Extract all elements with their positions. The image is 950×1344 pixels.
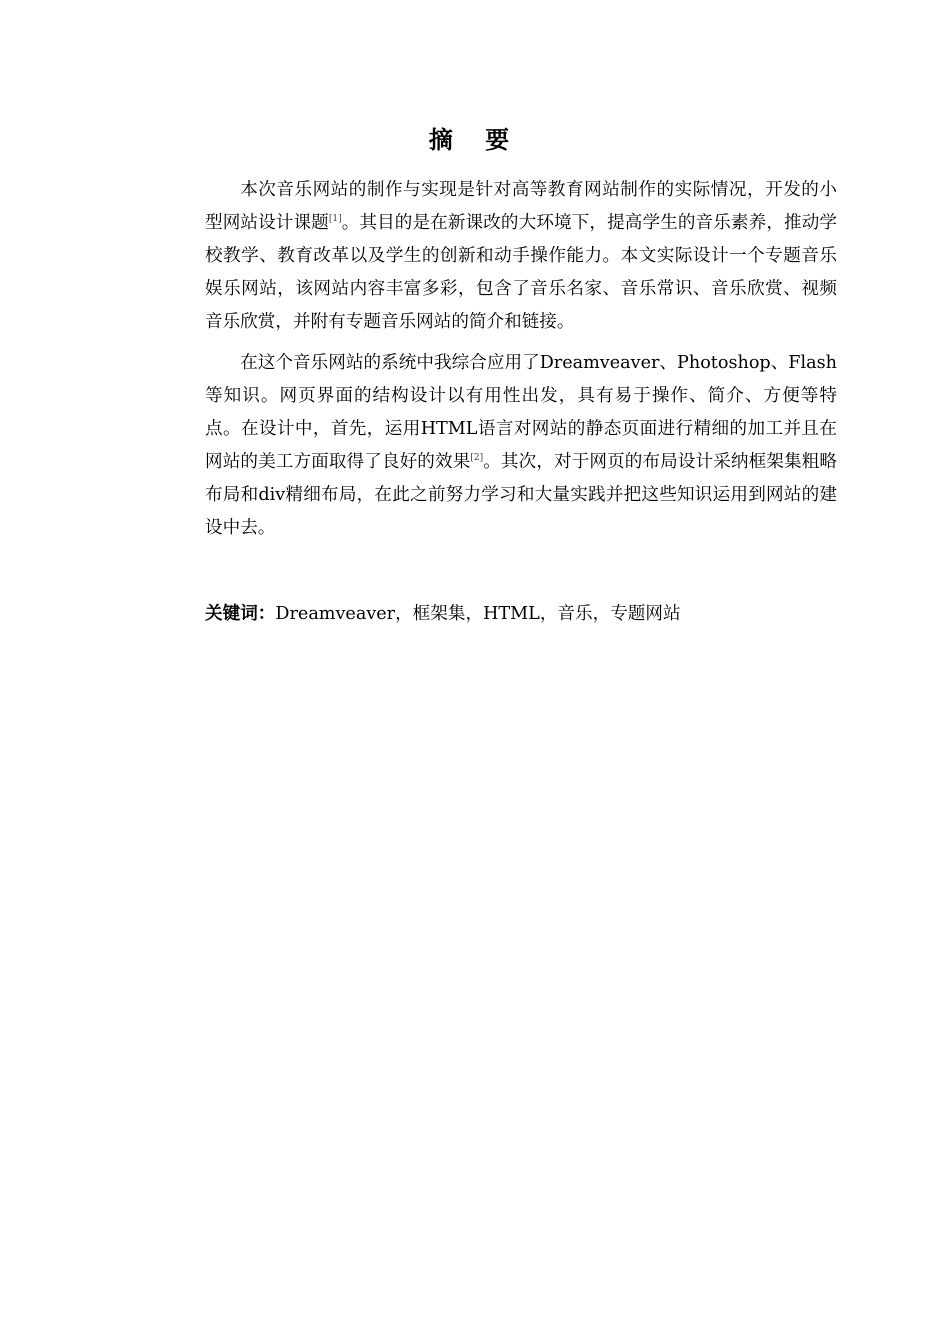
abstract-paragraph-2 <box>205 347 837 545</box>
keywords-line <box>205 598 837 631</box>
paragraph-2-text-part-2: 。其次，对于网页的布局设计采纳框架集粗略布局和div精细布局，在此之前努力学习和大量实践并把这些知识运用到网站的建设中去。 <box>205 452 837 538</box>
keywords-label: 关键词： <box>205 604 276 624</box>
paragraph-2-text-part-1: 在这个音乐网站的系统中我综合应用了Dreamveaver、Photoshop、Flash等知识。网页界面的结构设计以有用性出发，具有易于操作、简介、方便等特点。在设计中，首先，运用HTML语言对网站的静态页面进行精细的加工并且在网站的美工方面取得了良好的效果 <box>205 353 837 472</box>
paragraph-1-text-part-2: 。其目的是在新课改的大环境下，提高学生的音乐素养，推动学校教学、教育改革以及学生的创新和动手操作能力。本文实际设计一个专题音乐娱乐网站，该网站内容丰富多彩，包含了音乐名家、音乐常识、音乐欣赏、视频音乐欣赏，并附有专题音乐网站的简介和链接。 <box>205 213 837 332</box>
paragraph-1-text-part-1: 本次音乐网站的制作与实现是针对高等教育网站制作的实际情况，开发的小型网站设计课题 <box>205 180 837 233</box>
keywords-value: Dreamveaver，框架集，HTML，音乐，专题网站 <box>275 604 681 624</box>
abstract-paragraph-1 <box>205 174 837 339</box>
citation-ref-1: [1] <box>328 214 342 224</box>
abstract-title: 摘 要 <box>428 126 522 154</box>
citation-ref-2: [2] <box>470 453 484 463</box>
